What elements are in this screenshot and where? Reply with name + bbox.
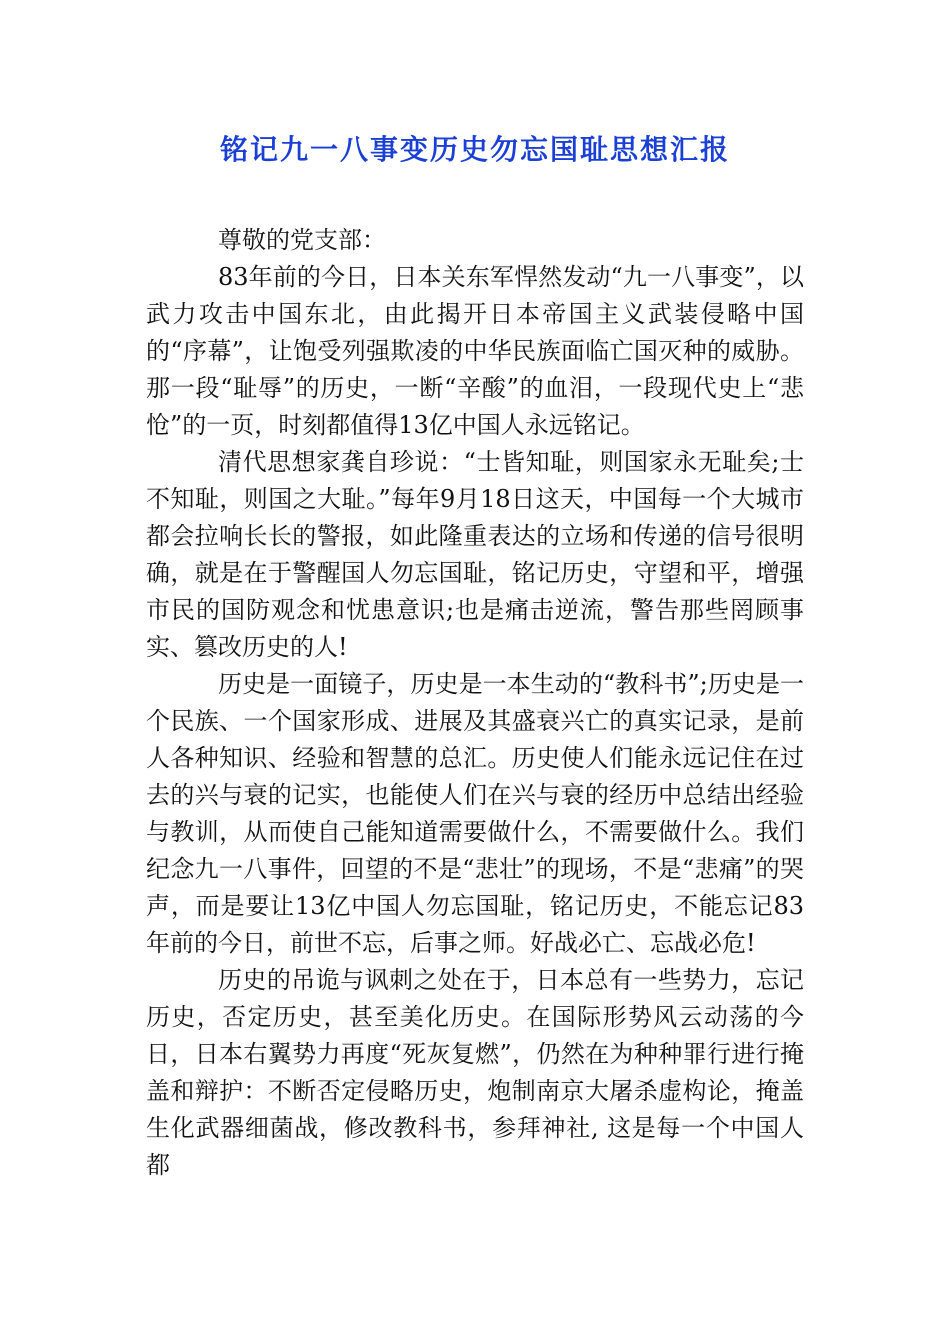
paragraph-4: 历史的吊诡与讽刺之处在于，日本总有一些势力，忘记历史，否定历史，甚至美化历史。在国际形势风云动荡的今日，日本右翼势力再度“死灰复燃”，仍然在为种种罪行进行掩盖和辩护：不断否定侵略历史，炮制南京大屠杀虚构论，掩盖生化武器细菌战，修改教科书，参拜神社, 这是每一个中国人都 — [146, 966, 804, 1179]
paragraph-2: 清代思想家龚自珍说：“士皆知耻，则国家永无耻矣;士不知耻，则国之大耻。”每年9月18日这天，中国每一个大城市都会拉响长长的警报，如此隆重表达的立场和传递的信号很明确，就是在于警醒国人勿忘国耻，铭记历史，守望和平，增强市民的国防观念和忧患意识;也是痛击逆流，警告那些罔顾事实、篡改历史的人! — [146, 448, 804, 661]
paragraph-1: 83年前的今日，日本关东军悍然发动“九一八事变”，以武力攻击中国东北，由此揭开日本帝国主义武装侵略中国的“序幕”，让饱受列强欺凌的中华民族面临亡国灭种的威胁。那一段“耻辱”的历史，一断“辛酸”的血泪，一段现代史上“悲怆”的一页，时刻都值得13亿中国人永远铭记。 — [146, 263, 804, 439]
document-title: 铭记九一八事变历史勿忘国耻思想汇报 — [219, 133, 730, 166]
salutation: 尊敬的党支部： — [218, 226, 386, 254]
paragraph-3: 历史是一面镜子，历史是一本生动的“教科书”;历史是一个民族、一个国家形成、进展及其盛衰兴亡的真实记录，是前人各种知识、经验和智慧的总汇。历史使人们能永远记住在过去的兴与衰的记实，也能使人们在兴与衰的经历中总结出经验与教训，从而使自己能知道需要做什么，不需要做什么。我们纪念九一八事件，回望的不是“悲壮”的现场，不是“悲痛”的哭声，而是要让13亿中国人勿忘国耻，铭记历史，不能忘记83年前的今日，前世不忘，后事之师。好战必亡、忘战必危! — [146, 670, 804, 957]
document-body — [146, 222, 804, 1184]
